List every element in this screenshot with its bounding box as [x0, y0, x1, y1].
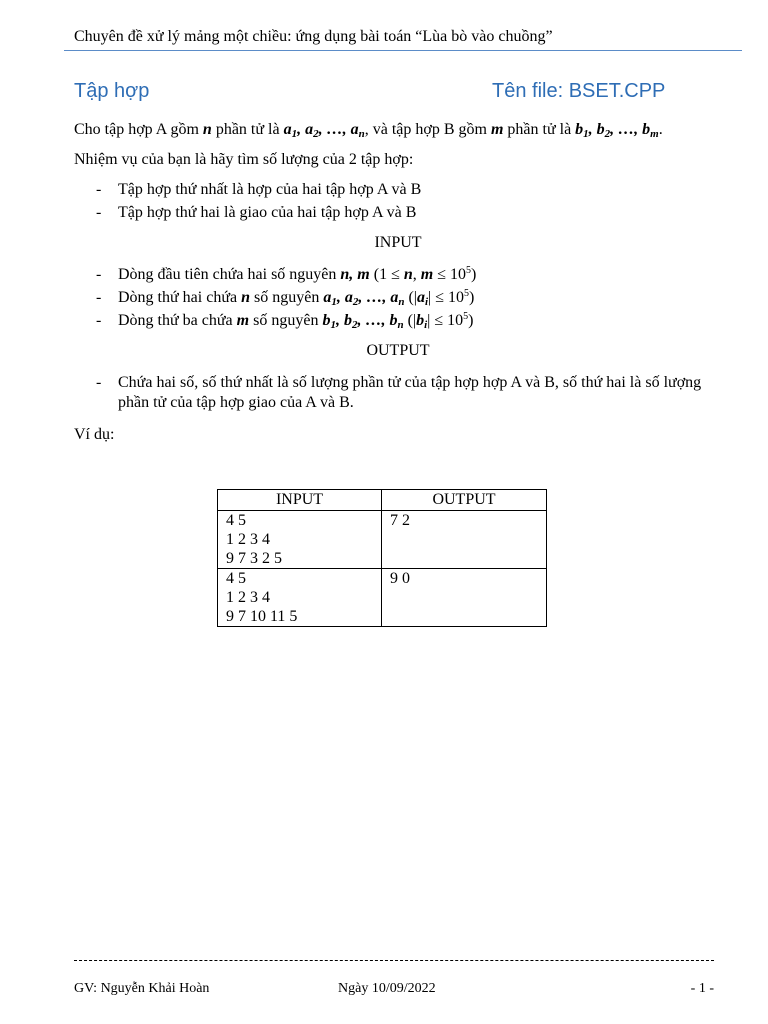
- column-header-output: OUTPUT: [382, 490, 547, 511]
- sample-output-cell: 9 0: [382, 569, 547, 627]
- sample-input-cell: 4 5 1 2 3 4 9 7 3 2 5: [218, 511, 382, 569]
- list-item: - Dòng đầu tiên chứa hai số nguyên n, m (1 ≤ n, $m \le 10^5$): [96, 265, 477, 283]
- table-row: [218, 511, 547, 569]
- footer-author: GV: Nguyễn Khải Hoàn: [74, 981, 210, 996]
- problem-title: Tập hợp: [74, 80, 150, 102]
- header-rule: [64, 50, 742, 51]
- problem-body: [74, 120, 722, 445]
- example-label: Ví dụ:: [74, 426, 115, 443]
- file-name: Tên file: BSET.CPP: [492, 80, 666, 102]
- list-item: - Tập hợp thứ nhất là hợp của hai tập hợp A và B: [96, 181, 422, 198]
- example-table: [217, 489, 547, 627]
- footer-divider: [74, 960, 714, 961]
- column-header-input: INPUT: [218, 490, 382, 511]
- list-item: - Dòng thứ hai chứa n số nguyên $a_1$, $a_2$, …, $a_n$ $(|a_i| \le 10^5)$: [96, 288, 475, 308]
- page-number: - 1 -: [690, 981, 714, 996]
- output-heading: OUTPUT: [366, 342, 430, 359]
- footer-date: Ngày 10/09/2022: [338, 981, 436, 996]
- task-list: [74, 180, 722, 223]
- input-heading: INPUT: [374, 234, 422, 251]
- output-list: [74, 373, 722, 413]
- task-paragraph: Nhiệm vụ của bạn là hãy tìm số lượng của 2 tập hợp:: [74, 151, 414, 168]
- sample-output-cell: 7 2: [382, 511, 547, 569]
- sample-input-cell: 4 5 1 2 3 4 9 7 10 11 5: [218, 569, 382, 627]
- list-item: - Dòng thứ ba chứa m số nguyên $b_1$, $b_2$, …, $b_n$ $(|b_i| \le 10^5)$: [96, 311, 474, 331]
- list-item: - Chứa hai số, số thứ nhất là số lượng phần tử của tập hợp hợp A và B, số thứ hai là số lượng phần tử của tập hợp giao của A và B.: [96, 374, 702, 411]
- table-header-row: [218, 490, 547, 511]
- table-row: [218, 569, 547, 627]
- title-row: [74, 80, 734, 106]
- intro-paragraph: Cho tập hợp A gồm n phần tử là $a_1$, $a_2$, …, $a_n$, và tập hợp B gồm m phần tử là $b_1$, $b_2$, …, $b_m$.: [74, 121, 663, 140]
- input-list: [74, 265, 722, 331]
- running-header: Chuyên đề xử lý mảng một chiều: ứng dụng bài toán “Lùa bò vào chuồng”: [74, 28, 553, 45]
- list-item: - Tập hợp thứ hai là giao của hai tập hợp A và B: [96, 204, 417, 221]
